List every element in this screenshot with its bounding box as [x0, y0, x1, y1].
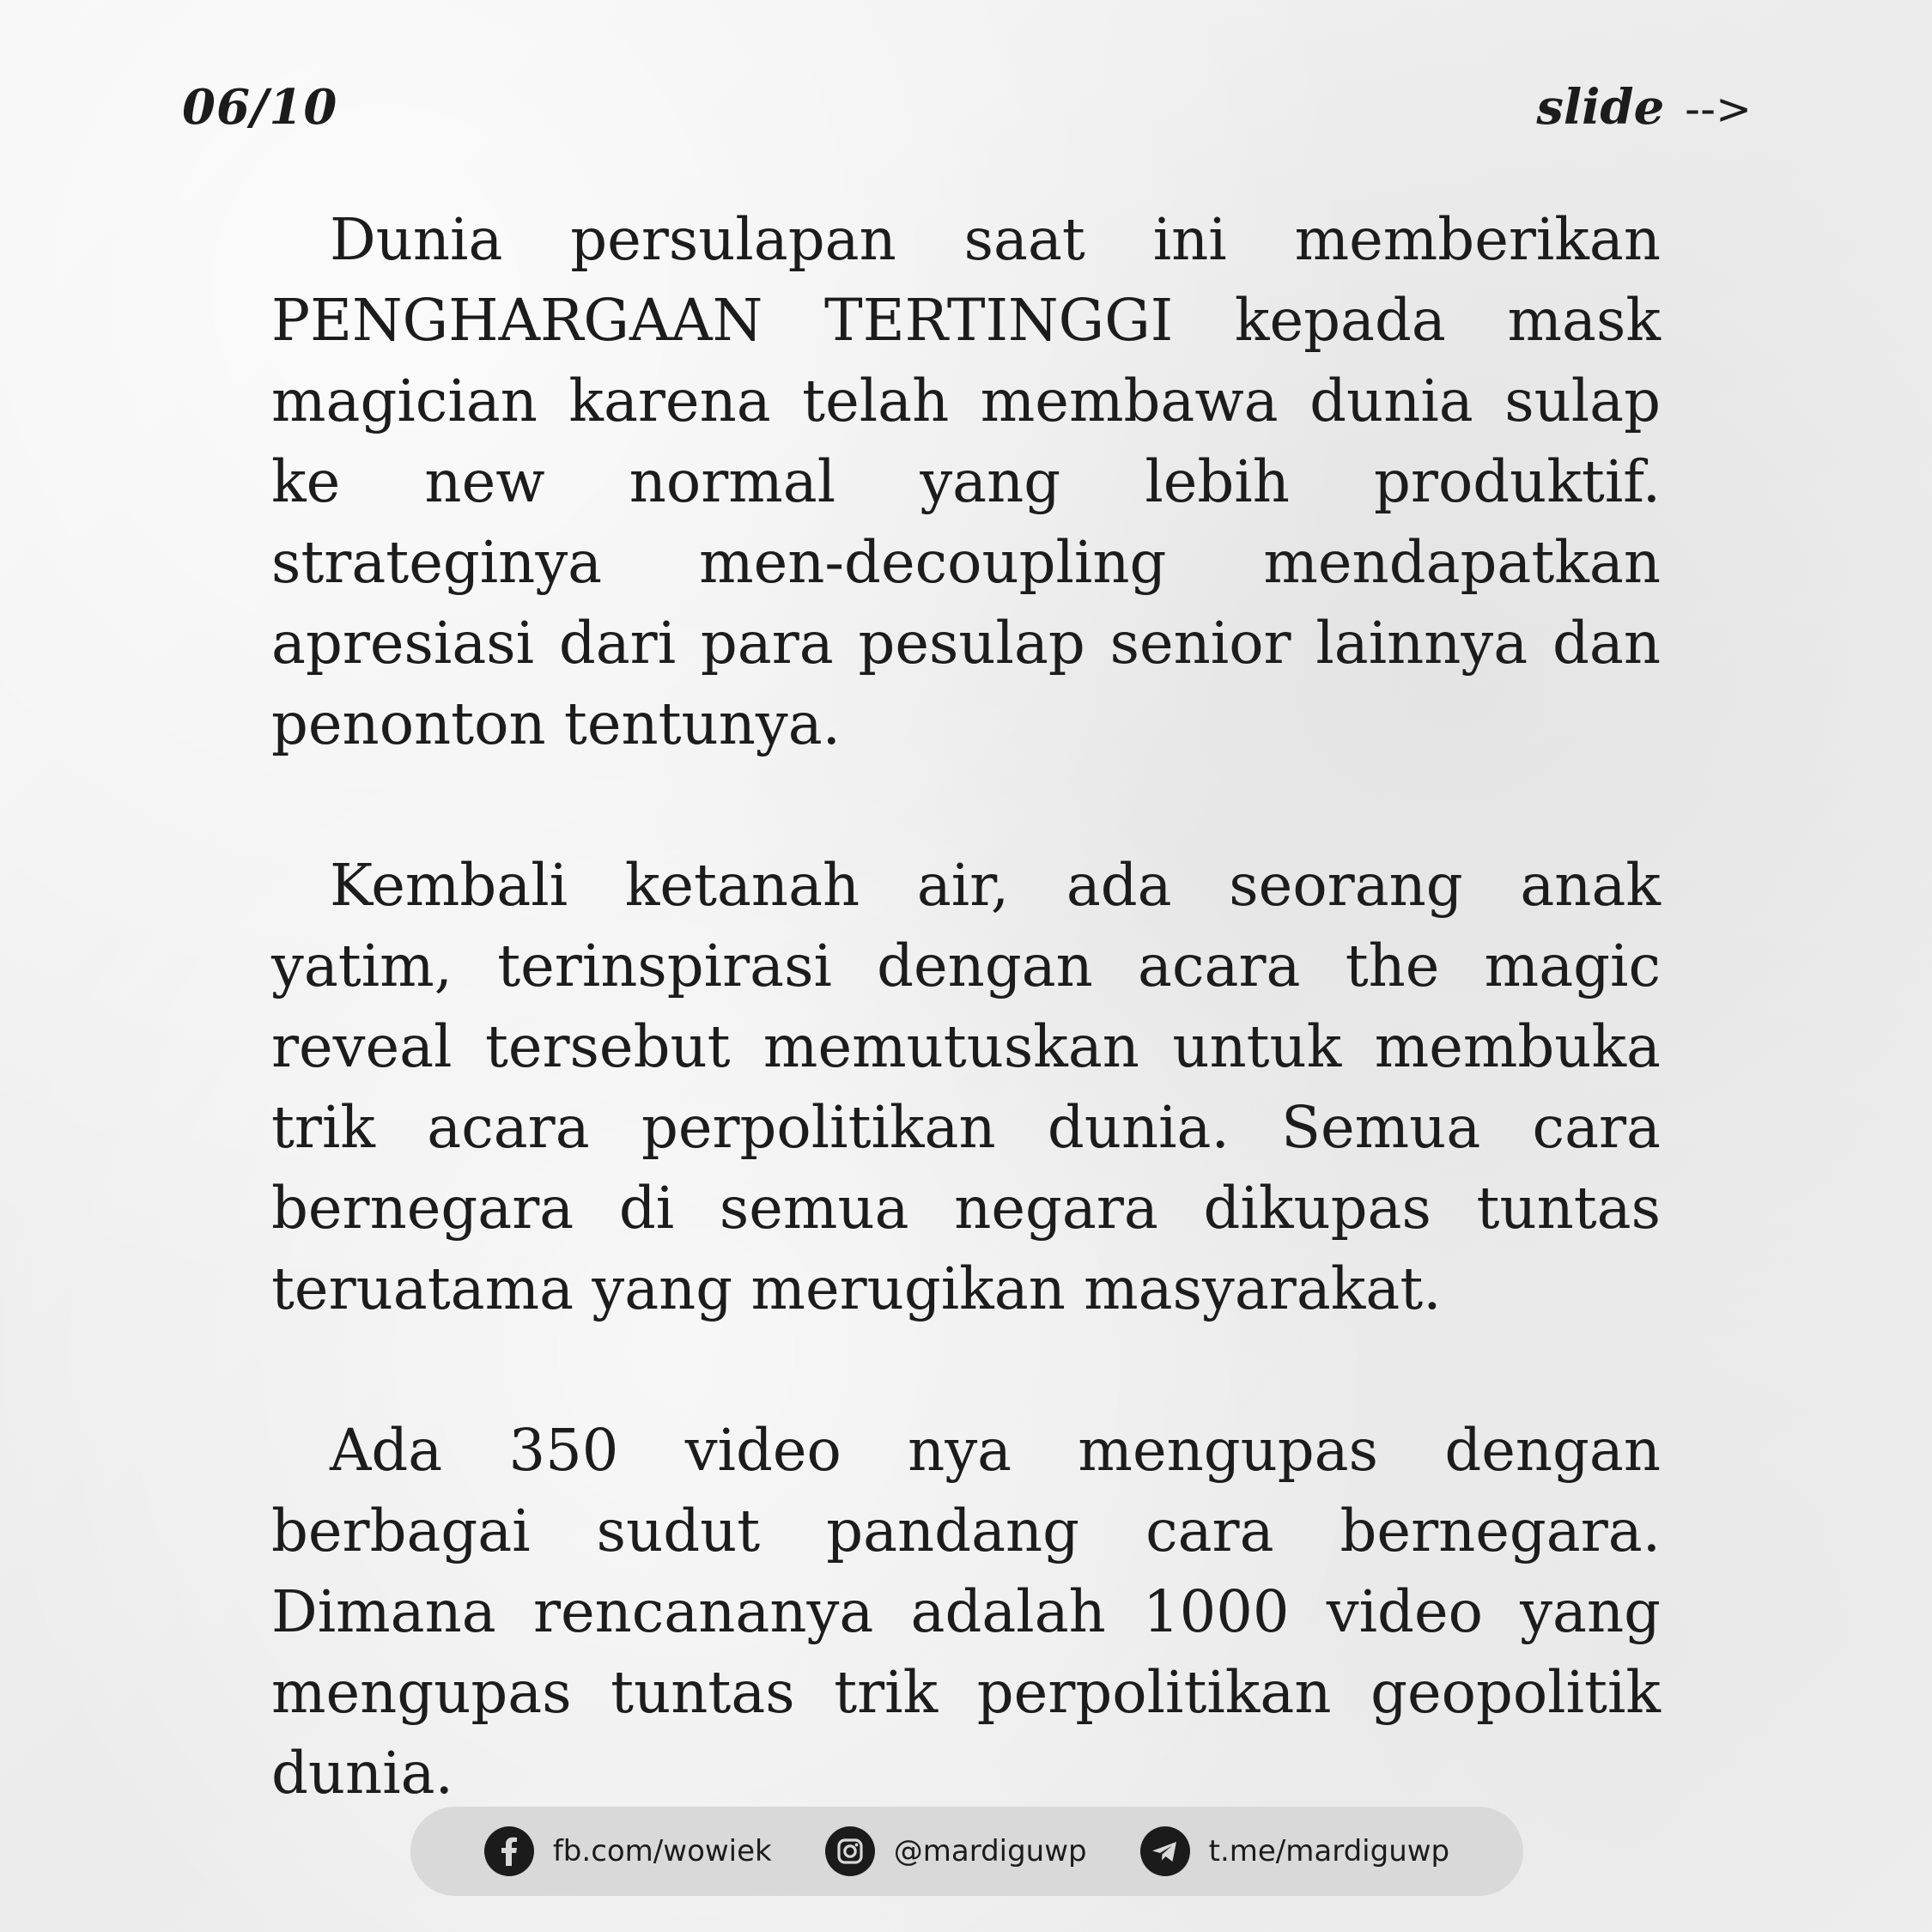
paragraph-1: Dunia persulapan saat ini memberikan PENGHARGAAN TERTINGGI kepada mask magician karena telah membawa dunia sulap ke new normal yang lebih produktif. strateginya men-decoupling mendapatkan apresiasi dari para pesulap senior lainnya dan penonton tentunya.	[271, 206, 1661, 757]
social-footer	[410, 1807, 1523, 1896]
facebook-label: fb.com/wowiek	[552, 1834, 772, 1868]
telegram-label: t.me/mardiguwp	[1208, 1834, 1450, 1868]
facebook-link[interactable]	[484, 1826, 772, 1876]
instagram-label: @mardiguwp	[893, 1834, 1087, 1868]
next-arrow: -->	[1685, 84, 1752, 134]
telegram-icon	[1140, 1826, 1190, 1876]
article-body	[271, 199, 1661, 1814]
facebook-icon	[484, 1826, 534, 1876]
paragraph-3: Ada 350 video nya mengupas dengan berbagai sudut pandang cara bernegara. Dimana rencananya adalah 1000 video yang mengupas tuntas trik perpolitikan geopolitik dunia.	[271, 1417, 1661, 1807]
telegram-link[interactable]	[1140, 1826, 1450, 1876]
paragraph-2: Kembali ketanah air, ada seorang anak yatim, terinspirasi dengan acara the magic reveal tersebut memutuskan untuk membuka trik acara perpolitikan dunia. Semua cara bernegara di semua negara dikupas tuntas teruatama yang merugikan masyarakat.	[271, 852, 1661, 1322]
instagram-link[interactable]	[825, 1826, 1087, 1876]
slide-hint	[1536, 79, 1752, 136]
page-number: 06/10	[182, 79, 338, 136]
slide-label: slide	[1536, 79, 1665, 136]
instagram-icon	[825, 1826, 875, 1876]
